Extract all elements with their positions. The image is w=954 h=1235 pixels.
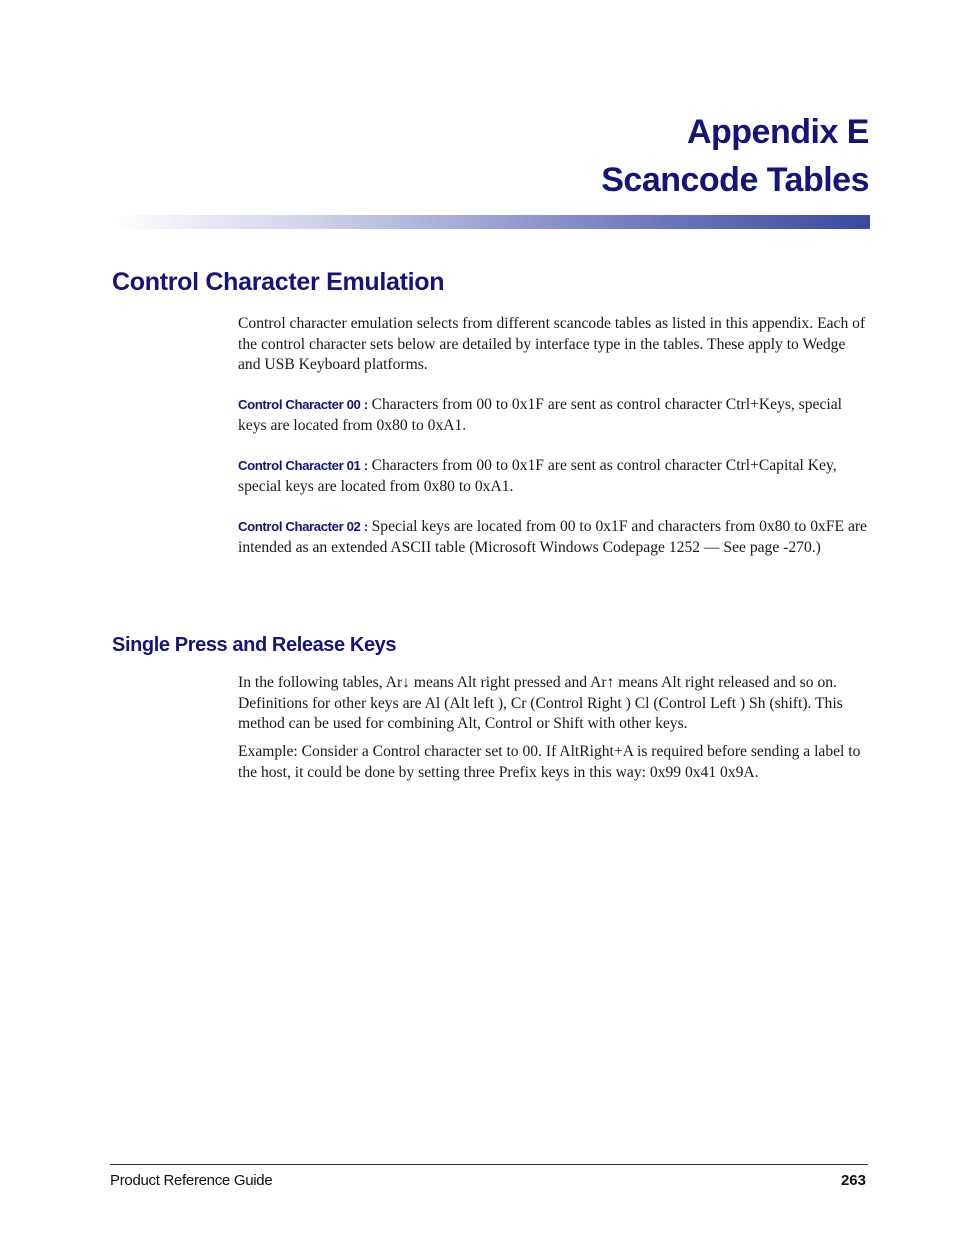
section-heading-single-press-and-release-keys: Single Press and Release Keys bbox=[112, 634, 397, 656]
section-heading-control-character-emulation: Control Character Emulation bbox=[112, 268, 445, 296]
control-character-01-paragraph bbox=[238, 456, 870, 497]
single-press-paragraph-1: In the following tables, Ar↓ means Alt right pressed and Ar↑ means Alt right released and so on. Definitions for other keys are Al (Alt left ), Cr (Control Right ) Cl (Control Left ) Sh (shift). This method can be used for combining Alt, Control or Shift with other keys. bbox=[238, 674, 843, 732]
title-gradient-bar bbox=[112, 215, 870, 229]
chapter-title-line-2: Scancode Tables bbox=[601, 161, 869, 199]
control-character-00-label: Control Character 00 : bbox=[238, 397, 368, 412]
control-character-00-paragraph bbox=[238, 395, 870, 436]
control-character-02-text: Special keys are located from 00 to 0x1F and characters from 0x80 to 0xFE are intended as an extended ASCII table (Microsoft Windows Codepage 1252 — See page -270.) bbox=[238, 518, 867, 556]
control-intro-paragraph: Control character emulation selects from different scancode tables as listed in this appendix. Each of the control character sets below are detailed by interface type in the tables. These apply to Wedge and USB Keyboard platforms. bbox=[238, 315, 866, 373]
footer-page-number: 263 bbox=[840, 1172, 866, 1189]
chapter-title bbox=[601, 108, 869, 204]
control-character-01-text: Characters from 00 to 0x1F are sent as control character Ctrl+Capital Key, special keys are located from 0x80 to 0xA1. bbox=[238, 457, 837, 495]
footer-rule bbox=[110, 1164, 868, 1165]
control-character-02-paragraph bbox=[238, 517, 870, 558]
footer-guide-title: Product Reference Guide bbox=[110, 1172, 273, 1189]
chapter-title-line-1: Appendix E bbox=[686, 113, 869, 151]
control-character-01-label: Control Character 01 : bbox=[238, 458, 368, 473]
control-character-02-label: Control Character 02 : bbox=[238, 519, 368, 534]
single-press-paragraph-2: Example: Consider a Control character set to 00. If AltRight+A is required before sending a label to the host, it could be done by setting three Prefix keys in this way: 0x99 0x41 0x9A. bbox=[238, 743, 861, 781]
control-character-00-text: Characters from 00 to 0x1F are sent as control character Ctrl+Keys, special keys are located from 0x80 to 0xA1. bbox=[238, 396, 842, 434]
